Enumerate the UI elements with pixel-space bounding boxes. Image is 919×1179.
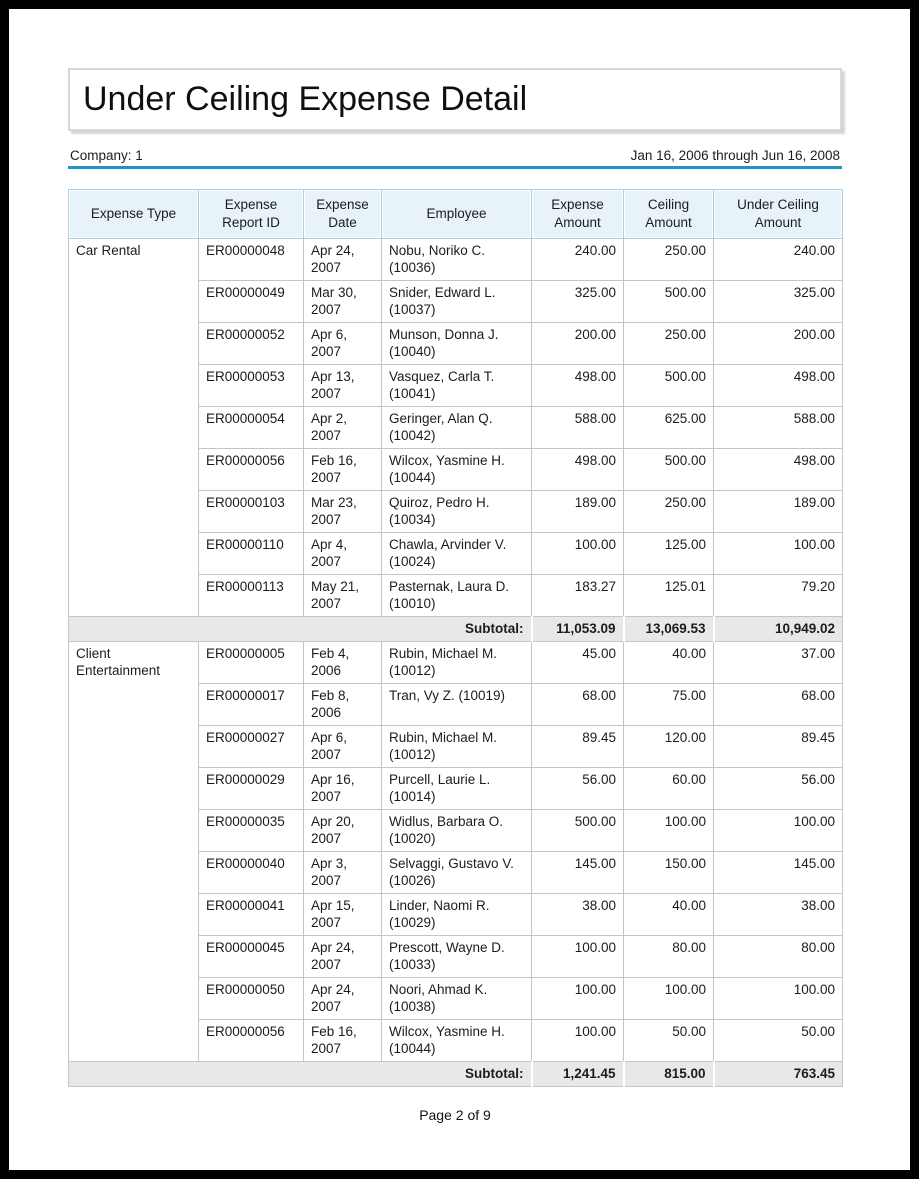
- expense-amount-cell: 45.00: [532, 642, 624, 684]
- employee-cell: Purcell, Laurie L. (10014): [382, 768, 532, 810]
- under-ceiling-amount-cell: 56.00: [714, 768, 843, 810]
- ceiling-amount-cell: 40.00: [624, 894, 714, 936]
- expense-date-cell: Apr 2, 2007: [304, 407, 382, 449]
- under-ceiling-amount-cell: 80.00: [714, 936, 843, 978]
- expense-amount-cell: 100.00: [532, 533, 624, 575]
- report-id-cell: ER00000027: [199, 726, 304, 768]
- under-ceiling-amount-cell: 100.00: [714, 533, 843, 575]
- employee-cell: Nobu, Noriko C. (10036): [382, 239, 532, 281]
- subtotal-ceiling-amount: 815.00: [624, 1062, 714, 1087]
- expense-amount-cell: 100.00: [532, 978, 624, 1020]
- employee-cell: Rubin, Michael M. (10012): [382, 642, 532, 684]
- report-id-cell: ER00000029: [199, 768, 304, 810]
- subtotal-row: [69, 617, 843, 642]
- ceiling-amount-cell: 75.00: [624, 684, 714, 726]
- ceiling-amount-cell: 250.00: [624, 491, 714, 533]
- report-page: [9, 9, 910, 1170]
- ceiling-amount-cell: 250.00: [624, 239, 714, 281]
- report-id-cell: ER00000048: [199, 239, 304, 281]
- expense-date-cell: Apr 15, 2007: [304, 894, 382, 936]
- expense-amount-cell: 498.00: [532, 449, 624, 491]
- expense-date-cell: Feb 4, 2006: [304, 642, 382, 684]
- expense-date-cell: Apr 24, 2007: [304, 239, 382, 281]
- report-subheader: [68, 148, 842, 169]
- employee-cell: Selvaggi, Gustavo V. (10026): [382, 852, 532, 894]
- employee-cell: Noori, Ahmad K. (10038): [382, 978, 532, 1020]
- report-id-cell: ER00000110: [199, 533, 304, 575]
- expense-amount-cell: 183.27: [532, 575, 624, 617]
- table-row: [69, 642, 843, 684]
- ceiling-amount-cell: 50.00: [624, 1020, 714, 1062]
- table-row: [69, 239, 843, 281]
- expense-amount-cell: 240.00: [532, 239, 624, 281]
- expense-amount-cell: 200.00: [532, 323, 624, 365]
- ceiling-amount-cell: 125.01: [624, 575, 714, 617]
- col-header-expense-amount: Expense Amount: [532, 190, 624, 239]
- under-ceiling-amount-cell: 325.00: [714, 281, 843, 323]
- expense-date-cell: Apr 24, 2007: [304, 936, 382, 978]
- expense-amount-cell: 189.00: [532, 491, 624, 533]
- expense-date-cell: Apr 24, 2007: [304, 978, 382, 1020]
- ceiling-amount-cell: 625.00: [624, 407, 714, 449]
- ceiling-amount-cell: 150.00: [624, 852, 714, 894]
- report-id-cell: ER00000005: [199, 642, 304, 684]
- ceiling-amount-cell: 60.00: [624, 768, 714, 810]
- subtotal-row: [69, 1062, 843, 1087]
- employee-cell: Widlus, Barbara O. (10020): [382, 810, 532, 852]
- ceiling-amount-cell: 125.00: [624, 533, 714, 575]
- under-ceiling-amount-cell: 240.00: [714, 239, 843, 281]
- under-ceiling-amount-cell: 100.00: [714, 978, 843, 1020]
- under-ceiling-amount-cell: 38.00: [714, 894, 843, 936]
- under-ceiling-amount-cell: 68.00: [714, 684, 843, 726]
- expense-amount-cell: 145.00: [532, 852, 624, 894]
- employee-cell: Tran, Vy Z. (10019): [382, 684, 532, 726]
- subtotal-ceiling-amount: 13,069.53: [624, 617, 714, 642]
- expense-date-cell: Apr 20, 2007: [304, 810, 382, 852]
- report-id-cell: ER00000049: [199, 281, 304, 323]
- under-ceiling-amount-cell: 498.00: [714, 449, 843, 491]
- ceiling-amount-cell: 40.00: [624, 642, 714, 684]
- expense-type-cell: Car Rental: [69, 239, 199, 617]
- under-ceiling-amount-cell: 498.00: [714, 365, 843, 407]
- under-ceiling-amount-cell: 89.45: [714, 726, 843, 768]
- expense-amount-cell: 500.00: [532, 810, 624, 852]
- col-header-expense-date: Expense Date: [304, 190, 382, 239]
- report-table-body: [69, 239, 843, 1087]
- expense-date-cell: Apr 3, 2007: [304, 852, 382, 894]
- report-id-cell: ER00000045: [199, 936, 304, 978]
- report-id-cell: ER00000103: [199, 491, 304, 533]
- expense-date-cell: Apr 6, 2007: [304, 323, 382, 365]
- ceiling-amount-cell: 80.00: [624, 936, 714, 978]
- employee-cell: Snider, Edward L. (10037): [382, 281, 532, 323]
- ceiling-amount-cell: 500.00: [624, 449, 714, 491]
- report-id-cell: ER00000052: [199, 323, 304, 365]
- under-ceiling-amount-cell: 145.00: [714, 852, 843, 894]
- employee-cell: Wilcox, Yasmine H. (10044): [382, 449, 532, 491]
- report-id-cell: ER00000017: [199, 684, 304, 726]
- expense-date-cell: Apr 6, 2007: [304, 726, 382, 768]
- expense-date-cell: Mar 30, 2007: [304, 281, 382, 323]
- subtotal-expense-amount: 11,053.09: [532, 617, 624, 642]
- page-title: Under Ceiling Expense Detail: [83, 80, 528, 118]
- expense-amount-cell: 588.00: [532, 407, 624, 449]
- expense-date-cell: Feb 16, 2007: [304, 449, 382, 491]
- under-ceiling-amount-cell: 588.00: [714, 407, 843, 449]
- under-ceiling-amount-cell: 50.00: [714, 1020, 843, 1062]
- ceiling-amount-cell: 500.00: [624, 281, 714, 323]
- report-id-cell: ER00000050: [199, 978, 304, 1020]
- ceiling-amount-cell: 100.00: [624, 978, 714, 1020]
- date-range-label: Jan 16, 2006 through Jun 16, 2008: [630, 148, 840, 163]
- expense-amount-cell: 89.45: [532, 726, 624, 768]
- subtotal-expense-amount: 1,241.45: [532, 1062, 624, 1087]
- expense-date-cell: Apr 4, 2007: [304, 533, 382, 575]
- employee-cell: Chawla, Arvinder V. (10024): [382, 533, 532, 575]
- expense-amount-cell: 100.00: [532, 936, 624, 978]
- subtotal-under-ceiling-amount: 763.45: [714, 1062, 843, 1087]
- table-header-row: [69, 190, 843, 239]
- employee-cell: Linder, Naomi R. (10029): [382, 894, 532, 936]
- report-id-cell: ER00000056: [199, 1020, 304, 1062]
- col-header-expense-report-id: Expense Report ID: [199, 190, 304, 239]
- expense-date-cell: Apr 13, 2007: [304, 365, 382, 407]
- company-label: Company: 1: [70, 148, 143, 163]
- page-footer: Page 2 of 9: [419, 1107, 491, 1123]
- ceiling-amount-cell: 100.00: [624, 810, 714, 852]
- employee-cell: Prescott, Wayne D. (10033): [382, 936, 532, 978]
- report-content: [68, 68, 842, 1123]
- report-id-cell: ER00000056: [199, 449, 304, 491]
- expense-amount-cell: 56.00: [532, 768, 624, 810]
- subtotal-label: Subtotal:: [69, 617, 532, 642]
- expense-amount-cell: 325.00: [532, 281, 624, 323]
- report-id-cell: ER00000053: [199, 365, 304, 407]
- ceiling-amount-cell: 500.00: [624, 365, 714, 407]
- expense-date-cell: Feb 16, 2007: [304, 1020, 382, 1062]
- col-header-employee: Employee: [382, 190, 532, 239]
- employee-cell: Vasquez, Carla T. (10041): [382, 365, 532, 407]
- under-ceiling-amount-cell: 100.00: [714, 810, 843, 852]
- col-header-expense-type: Expense Type: [69, 190, 199, 239]
- expense-date-cell: May 21, 2007: [304, 575, 382, 617]
- report-id-cell: ER00000113: [199, 575, 304, 617]
- expense-amount-cell: 38.00: [532, 894, 624, 936]
- expense-amount-cell: 498.00: [532, 365, 624, 407]
- expense-date-cell: Feb 8, 2006: [304, 684, 382, 726]
- expense-date-cell: Apr 16, 2007: [304, 768, 382, 810]
- under-ceiling-amount-cell: 79.20: [714, 575, 843, 617]
- report-id-cell: ER00000035: [199, 810, 304, 852]
- ceiling-amount-cell: 120.00: [624, 726, 714, 768]
- employee-cell: Pasternak, Laura D. (10010): [382, 575, 532, 617]
- ceiling-amount-cell: 250.00: [624, 323, 714, 365]
- employee-cell: Munson, Donna J. (10040): [382, 323, 532, 365]
- subtotal-under-ceiling-amount: 10,949.02: [714, 617, 843, 642]
- expense-type-cell: Client Entertainment: [69, 642, 199, 1062]
- expense-amount-cell: 100.00: [532, 1020, 624, 1062]
- report-id-cell: ER00000054: [199, 407, 304, 449]
- report-id-cell: ER00000040: [199, 852, 304, 894]
- under-ceiling-amount-cell: 37.00: [714, 642, 843, 684]
- employee-cell: Rubin, Michael M. (10012): [382, 726, 532, 768]
- expense-date-cell: Mar 23, 2007: [304, 491, 382, 533]
- under-ceiling-amount-cell: 189.00: [714, 491, 843, 533]
- employee-cell: Quiroz, Pedro H. (10034): [382, 491, 532, 533]
- employee-cell: Geringer, Alan Q. (10042): [382, 407, 532, 449]
- expense-amount-cell: 68.00: [532, 684, 624, 726]
- report-id-cell: ER00000041: [199, 894, 304, 936]
- employee-cell: Wilcox, Yasmine H. (10044): [382, 1020, 532, 1062]
- report-title-box: [68, 68, 842, 131]
- expense-detail-table: [68, 189, 843, 1087]
- under-ceiling-amount-cell: 200.00: [714, 323, 843, 365]
- col-header-ceiling-amount: Ceiling Amount: [624, 190, 714, 239]
- col-header-under-ceiling-amount: Under Ceiling Amount: [714, 190, 843, 239]
- subtotal-label: Subtotal:: [69, 1062, 532, 1087]
